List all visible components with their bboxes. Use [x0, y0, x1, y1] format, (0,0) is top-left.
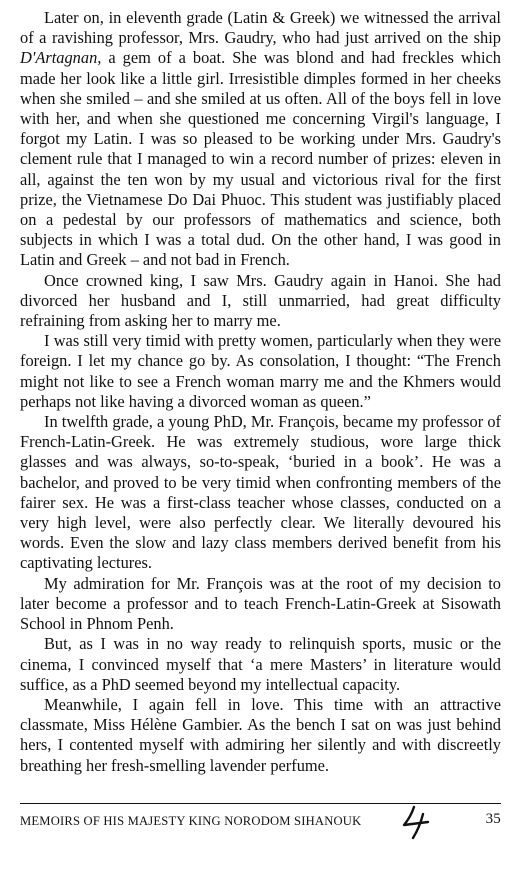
- page-number: 35: [485, 811, 501, 827]
- running-head: MEMOIRS OF HIS MAJESTY KING NORODOM SIHANOUK: [20, 814, 362, 828]
- paragraph-timid: I was still very timid with pretty women, particularly when they were foreign. I let my chance go by. As consolation, I thought: “The French might not like to see a French woman marry me and the Khmers would perhaps not like having a divorced woman as queen.”: [20, 331, 501, 411]
- paragraph-eleventh-grade: [20, 8, 501, 271]
- paragraph-crowned-king: Once crowned king, I saw Mrs. Gaudry again in Hanoi. She had divorced her husband and I, still unmarried, had great difficulty refraining from asking her to marry me.: [20, 270, 501, 331]
- ship-name: D'Artagnan,: [20, 48, 102, 68]
- paragraph-admiration: My admiration for Mr. François was at the root of my decision to later become a professor and to teach French-Latin-Greek at Sisowath School in Phnom Penh.: [20, 573, 501, 634]
- paragraph-text: Later on, in eleventh grade (Latin & Greek) we witnessed the arrival of a ravishing professor, Mrs. Gaudry, who had just arrived on the ship: [20, 8, 501, 48]
- page-body: [20, 8, 501, 776]
- paragraph-in-love: Meanwhile, I again fell in love. This time with an attractive classmate, Miss Hélène Gambier. As the bench I sat on was just behind hers, I contented myself with admiring her silently and with discreetly breathing her fresh-smelling lavender perfume.: [20, 694, 501, 775]
- paragraph-twelfth-grade: In twelfth grade, a young PhD, Mr. François, became my professor of French-Latin-Greek. He was extremely studious, wore large thick glasses and was always, so-to-speak, ‘buried in a book’. He was a bachelor, and proved to be very timid when confronting members of the fairer sex. He was a first-class teacher whose classes, conducted on a very high level, were also perfectly clear. We literally devoured his words. Even the slow and lazy class members derived benefit from his captivating lectures.: [20, 412, 501, 573]
- paragraph-text: a gem of a boat. She was blond and had freckles which made her look like a little girl. Irresistible dimples formed in her cheeks when she smiled – and she smiled at us often. All of the boys fell in love with her, and when she questioned me concerning Virgil's language, I forgot my Latin. I was so pleased to be working under Mrs. Gaudry's clement rule that I managed to win a record number of prizes: eleven in all, against the ten won by my usual and victorious rival for the first prize, the Vietnamese Do Dai Phuoc. This student was justifiably placed on a pedestal by our professors of mathematics and science, both subjects in which I was a total dud. On the other hand, I was good in Latin and Greek – and not bad in French.: [20, 48, 501, 270]
- paragraph-masters: But, as I was in no way ready to relinquish sports, music or the cinema, I convinced myself that ‘a mere Masters’ in literature would suffice, as a PhD seemed beyond my intellectual capacity.: [20, 634, 501, 694]
- handwritten-mark-icon: [398, 803, 436, 841]
